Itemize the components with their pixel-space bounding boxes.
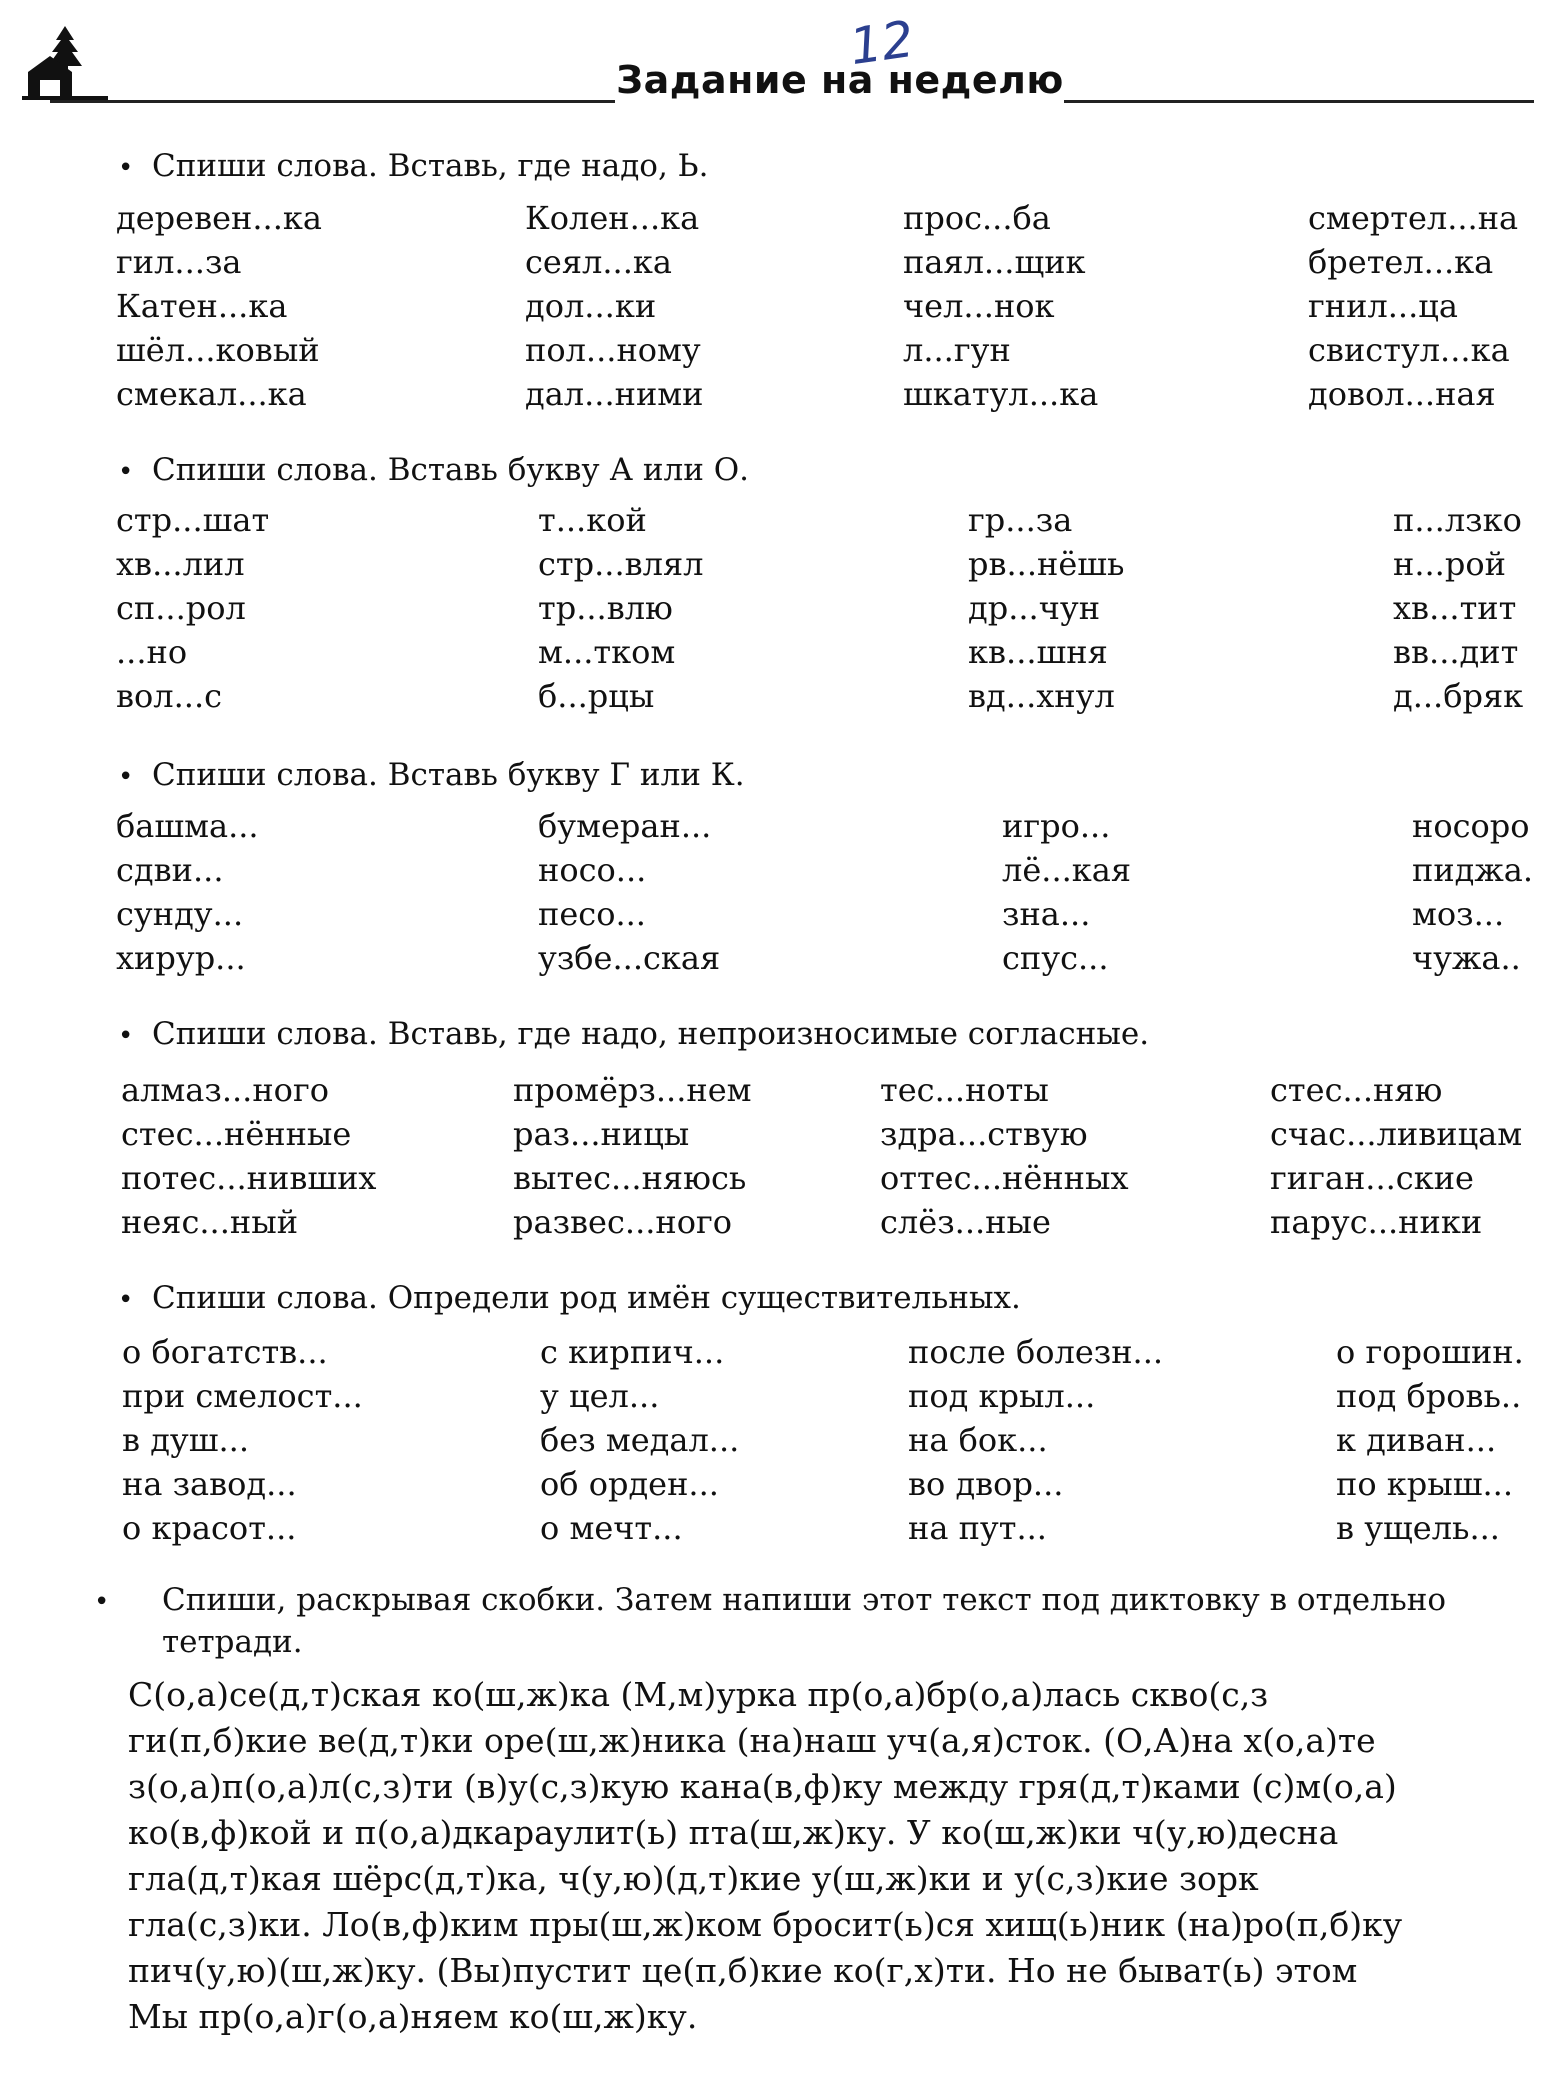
dictation-line: Мы пр(о,а)г(о,а)няем ко(ш,ж)ку. bbox=[128, 1997, 698, 2036]
word: на завод... bbox=[122, 1465, 297, 1503]
word: стес...няю bbox=[1270, 1071, 1443, 1109]
word-grid-silent-consonants bbox=[121, 1068, 1550, 1244]
word: т...кой bbox=[538, 501, 647, 539]
word: пол...ному bbox=[525, 331, 701, 369]
word: дал...ними bbox=[525, 375, 704, 413]
word: моз... bbox=[1412, 895, 1505, 933]
task-instruction-noun-gender: • Спиши слова. Определи род имён существительных. bbox=[118, 1280, 1021, 1316]
word: о богатств... bbox=[122, 1333, 328, 1371]
word: под бровь.. bbox=[1336, 1377, 1522, 1415]
word-column bbox=[880, 1068, 1270, 1244]
word: вытес...няюсь bbox=[513, 1159, 747, 1197]
word: стес...нённые bbox=[121, 1115, 352, 1153]
header-rule-right bbox=[1064, 100, 1534, 103]
house-tree-logo-icon bbox=[22, 22, 108, 100]
word: б...рцы bbox=[538, 677, 655, 715]
word-column bbox=[1393, 498, 1543, 718]
word: сунду... bbox=[116, 895, 244, 933]
bullet-icon: • bbox=[118, 457, 134, 487]
word: неяс...ный bbox=[121, 1203, 299, 1241]
word-grid-soft-sign bbox=[116, 196, 1548, 416]
word: пиджа. bbox=[1412, 851, 1534, 889]
dictation-line: гла(с,з)ки. Ло(в,ф)ким пры(ш,ж)ком бросит(ь)ся хищ(ь)ник (на)ро(п,б)ку bbox=[128, 1905, 1403, 1944]
word: Колен...ка bbox=[525, 199, 700, 237]
word: сп...рол bbox=[116, 589, 246, 627]
word: н...рой bbox=[1393, 545, 1506, 583]
handwritten-page-number: 12 bbox=[846, 9, 918, 77]
bullet-icon: • bbox=[118, 1021, 134, 1051]
dictation-line: пич(у,ю)(ш,ж)ку. (Вы)пустит це(п,б)кие ко(г,х)ти. Но не быват(ь) этом bbox=[128, 1951, 1358, 1990]
word-column bbox=[908, 1330, 1336, 1550]
word-column bbox=[121, 1068, 513, 1244]
word: башма... bbox=[116, 807, 259, 845]
word: по крыш... bbox=[1336, 1465, 1513, 1503]
word: при смелост... bbox=[122, 1377, 363, 1415]
word-column bbox=[1412, 804, 1542, 980]
word: ...но bbox=[116, 633, 188, 671]
word-column bbox=[116, 804, 538, 980]
word: др...чун bbox=[968, 589, 1101, 627]
word: оттес...нённых bbox=[880, 1159, 1129, 1197]
word: носоро bbox=[1412, 807, 1530, 845]
word: деревен...ка bbox=[116, 199, 322, 237]
dictation-line: гла(д,т)кая шёрс(д,т)ка, ч(у,ю)(д,т)кие у(ш,ж)ки и у(с,з)кие зорк bbox=[128, 1859, 1259, 1898]
word: вол...с bbox=[116, 677, 223, 715]
word: о горошин. bbox=[1336, 1333, 1524, 1371]
word: гиган...ские bbox=[1270, 1159, 1474, 1197]
word-column bbox=[525, 196, 903, 416]
word: песо... bbox=[538, 895, 646, 933]
word-column bbox=[538, 498, 968, 718]
word: стр...шат bbox=[116, 501, 270, 539]
word: хв...лил bbox=[116, 545, 245, 583]
word: парус...ники bbox=[1270, 1203, 1483, 1241]
word: п...лзко bbox=[1393, 501, 1522, 539]
word: об орден... bbox=[540, 1465, 719, 1503]
word: раз...ницы bbox=[513, 1115, 690, 1153]
word-column bbox=[968, 498, 1393, 718]
word: паял...щик bbox=[903, 243, 1086, 281]
word: развес...ного bbox=[513, 1203, 733, 1241]
word-column bbox=[513, 1068, 880, 1244]
word-column bbox=[1308, 196, 1548, 416]
word-grid-a-or-o bbox=[116, 498, 1543, 718]
word: стр...влял bbox=[538, 545, 704, 583]
task-instruction-a-or-o: • Спиши слова. Вставь букву А или О. bbox=[118, 452, 749, 488]
word: под крыл... bbox=[908, 1377, 1096, 1415]
word: после болезн... bbox=[908, 1333, 1164, 1371]
word: на пут... bbox=[908, 1509, 1047, 1547]
word: рв...нёшь bbox=[968, 545, 1125, 583]
bullet-icon: • bbox=[118, 153, 134, 183]
word-column bbox=[116, 196, 525, 416]
word: свистул...ка bbox=[1308, 331, 1510, 369]
word: о мечт... bbox=[540, 1509, 683, 1547]
bullet-icon: • bbox=[94, 1587, 110, 1617]
word: у цел... bbox=[540, 1377, 660, 1415]
word: лё...кая bbox=[1002, 851, 1132, 889]
word: смертел...на bbox=[1308, 199, 1519, 237]
word: вд...хнул bbox=[968, 677, 1115, 715]
word: тес...ноты bbox=[880, 1071, 1049, 1109]
word-column bbox=[116, 498, 538, 718]
bullet-icon: • bbox=[118, 762, 134, 792]
word-column bbox=[122, 1330, 540, 1550]
word: счас...ливицам bbox=[1270, 1115, 1523, 1153]
word-column bbox=[540, 1330, 908, 1550]
word-grid-noun-gender bbox=[122, 1330, 1551, 1550]
word-column bbox=[1336, 1330, 1551, 1550]
word: бретел...ка bbox=[1308, 243, 1494, 281]
word-column bbox=[903, 196, 1308, 416]
word-column bbox=[1002, 804, 1412, 980]
word: спус... bbox=[1002, 939, 1109, 977]
word: с кирпич... bbox=[540, 1333, 725, 1371]
word: смекал...ка bbox=[116, 375, 307, 413]
word: л...гун bbox=[903, 331, 1011, 369]
word: бумеран... bbox=[538, 807, 712, 845]
word: хирур... bbox=[116, 939, 246, 977]
word: гил...за bbox=[116, 243, 242, 281]
word: гр...за bbox=[968, 501, 1073, 539]
word-column bbox=[538, 804, 1002, 980]
word-grid-g-or-k bbox=[116, 804, 1542, 980]
word: прос...ба bbox=[903, 199, 1051, 237]
word: кв...шня bbox=[968, 633, 1108, 671]
word: м...тком bbox=[538, 633, 676, 671]
bullet-icon: • bbox=[118, 1285, 134, 1315]
word: о красот... bbox=[122, 1509, 297, 1547]
dictation-line: з(о,а)п(о,а)л(с,з)ти (в)у(с,з)кую кана(в,ф)ку между гря(д,т)ками (с)м(о,а) bbox=[128, 1767, 1397, 1806]
word: довол...ная bbox=[1308, 375, 1496, 413]
word: тр...влю bbox=[538, 589, 673, 627]
word: без медал... bbox=[540, 1421, 740, 1459]
word: дол...ки bbox=[525, 287, 657, 325]
word: в душ... bbox=[122, 1421, 249, 1459]
task-instruction-soft-sign: • Спиши слова. Вставь, где надо, Ь. bbox=[118, 148, 709, 184]
word: на бок... bbox=[908, 1421, 1048, 1459]
dictation-line: ко(в,ф)кой и п(о,а)дкараулит(ь) пта(ш,ж)ку. У ко(ш,ж)ки ч(у,ю)десна bbox=[128, 1813, 1339, 1852]
word: хв...тит bbox=[1393, 589, 1517, 627]
word: промёрз...нем bbox=[513, 1071, 752, 1109]
word: узбе...ская bbox=[538, 939, 721, 977]
word: чел...нок bbox=[903, 287, 1055, 325]
dictation-line: ги(п,б)кие ве(д,т)ки оре(ш,ж)ника (на)наш уч(а,я)сток. (О,А)на х(о,а)те bbox=[128, 1721, 1376, 1760]
word: потес...нивших bbox=[121, 1159, 377, 1197]
word: д...бряк bbox=[1393, 677, 1524, 715]
word: гнил...ца bbox=[1308, 287, 1458, 325]
dictation-text bbox=[128, 1672, 1548, 2040]
page-title: Задание на неделю bbox=[616, 58, 1064, 102]
word-column bbox=[1270, 1068, 1550, 1244]
word: слёз...ные bbox=[880, 1203, 1051, 1241]
word: шкатул...ка bbox=[903, 375, 1099, 413]
word: носо... bbox=[538, 851, 647, 889]
word: Катен...ка bbox=[116, 287, 288, 325]
word: вв...дит bbox=[1393, 633, 1519, 671]
word: сдви... bbox=[116, 851, 224, 889]
word: зна... bbox=[1002, 895, 1091, 933]
word: чужа.. bbox=[1412, 939, 1521, 977]
word: в ущель... bbox=[1336, 1509, 1500, 1547]
word: игро... bbox=[1002, 807, 1111, 845]
task-instruction-g-or-k: • Спиши слова. Вставь букву Г или К. bbox=[118, 757, 745, 793]
dictation-line: С(о,а)се(д,т)ская ко(ш,ж)ка (М,м)урка пр(о,а)бр(о,а)лась скво(с,з bbox=[128, 1675, 1269, 1714]
word: здра...ствую bbox=[880, 1115, 1088, 1153]
word: сеял...ка bbox=[525, 243, 672, 281]
word: алмаз...ного bbox=[121, 1071, 329, 1109]
word: к диван... bbox=[1336, 1421, 1497, 1459]
word: шёл...ковый bbox=[116, 331, 320, 369]
task-instruction-silent-consonants: • Спиши слова. Вставь, где надо, непроизносимые согласные. bbox=[118, 1016, 1150, 1052]
task-instruction-dictation: • Спиши, раскрывая скобки. Затем напиши этот текст под диктовку в отдельно тетради. bbox=[94, 1582, 1447, 1660]
word: во двор... bbox=[908, 1465, 1064, 1503]
header-rule-left bbox=[50, 100, 615, 103]
